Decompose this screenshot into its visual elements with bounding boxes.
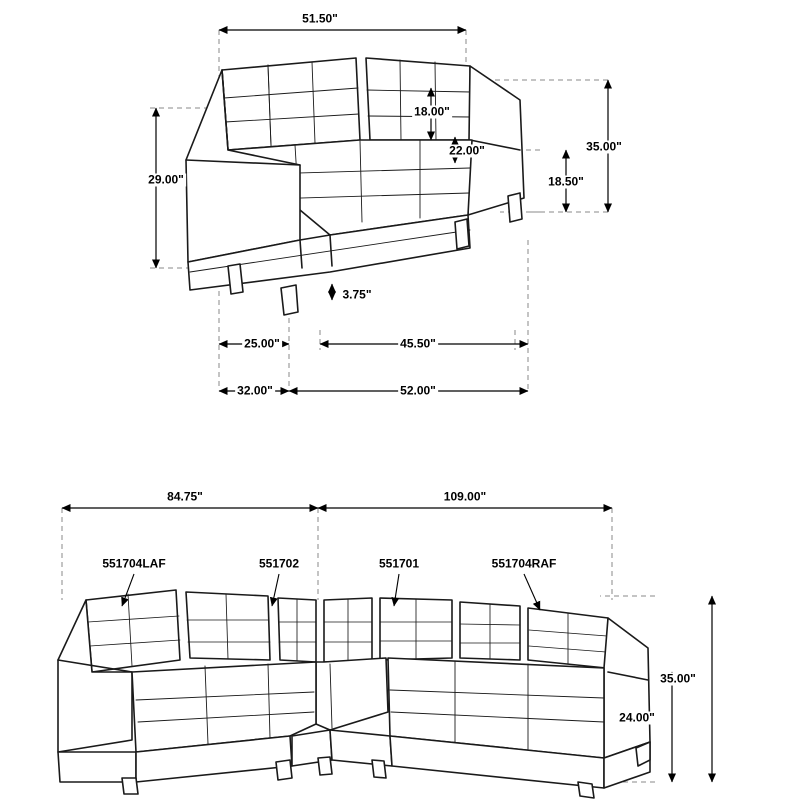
dim-arm-height: 29.00" <box>148 172 184 187</box>
part-label-551701: 551701 <box>378 556 420 571</box>
dim-top-width: 51.50" <box>302 11 338 26</box>
dim-overall-depth: 32.00" <box>237 383 273 398</box>
sectional-illustration <box>58 590 650 798</box>
dim-overall-width: 52.00" <box>400 383 436 398</box>
part-label-551702: 551702 <box>258 556 300 571</box>
dim-right-section-width: 109.00" <box>443 489 487 504</box>
dim-left-section-width: 84.75" <box>167 489 203 504</box>
dim-sectional-seat-back-height: 24.00" <box>619 710 655 725</box>
dim-leg-height: 3.75" <box>342 287 372 302</box>
dim-seat-depth-upper: 22.00" <box>449 143 485 158</box>
dim-seat-back-height: 18.00" <box>414 104 450 119</box>
part-label-551704LAF: 551704LAF <box>102 556 166 571</box>
dim-arm-depth: 25.00" <box>244 336 280 351</box>
dim-overall-height: 35.00" <box>586 139 622 154</box>
dim-seat-width: 45.50" <box>400 336 436 351</box>
dim-seat-height-arm: 18.50" <box>548 174 584 189</box>
part-label-551704RAF: 551704RAF <box>491 556 557 571</box>
sofa-illustration <box>186 58 524 315</box>
dim-sectional-overall-height: 35.00" <box>660 671 696 686</box>
